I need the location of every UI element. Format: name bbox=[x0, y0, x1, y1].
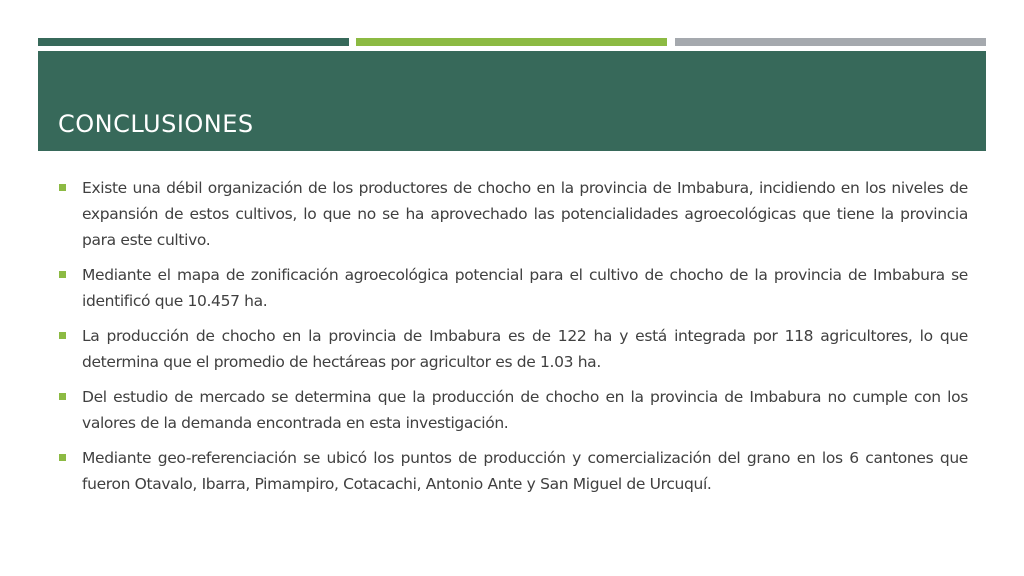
square-bullet-icon bbox=[59, 184, 66, 191]
bullet-text: Del estudio de mercado se determina que la producción de chocho en la provincia de Imbabura no cumple con los valores de la demanda encontrada en esta investigación. bbox=[82, 388, 968, 432]
bullet-item bbox=[57, 384, 968, 436]
accent-bar-dark-green bbox=[38, 38, 349, 46]
bullet-item bbox=[57, 445, 968, 497]
square-bullet-icon bbox=[59, 271, 66, 278]
bullet-text: Mediante geo-referenciación se ubicó los puntos de producción y comercialización del grano en los 6 cantones que fueron Otavalo, Ibarra, Pimampiro, Cotacachi, Antonio Ante y San Miguel de Urcuquí. bbox=[82, 449, 968, 493]
title-band bbox=[38, 51, 986, 151]
bullet-item bbox=[57, 262, 968, 314]
bullet-text: La producción de chocho en la provincia de Imbabura es de 122 ha y está integrada por 118 agricultores, lo que determina que el promedio de hectáreas por agricultor es de 1.03 ha. bbox=[82, 327, 968, 371]
accent-bar-light-green bbox=[356, 38, 667, 46]
accent-bar-gray bbox=[675, 38, 986, 46]
square-bullet-icon bbox=[59, 393, 66, 400]
bullet-text: Existe una débil organización de los productores de chocho en la provincia de Imbabura, incidiendo en los niveles de expansión de estos cultivos, lo que no se ha aprovechado las potencialidades agroecológicas que tiene la provincia para este cultivo. bbox=[82, 179, 968, 249]
square-bullet-icon bbox=[59, 454, 66, 461]
bullet-list bbox=[57, 175, 968, 506]
bullet-item bbox=[57, 323, 968, 375]
bullet-item bbox=[57, 175, 968, 253]
slide-title: CONCLUSIONES bbox=[58, 110, 254, 138]
bullet-text: Mediante el mapa de zonificación agroecológica potencial para el cultivo de chocho de la provincia de Imbabura se identificó que 10.457 ha. bbox=[82, 266, 968, 310]
square-bullet-icon bbox=[59, 332, 66, 339]
